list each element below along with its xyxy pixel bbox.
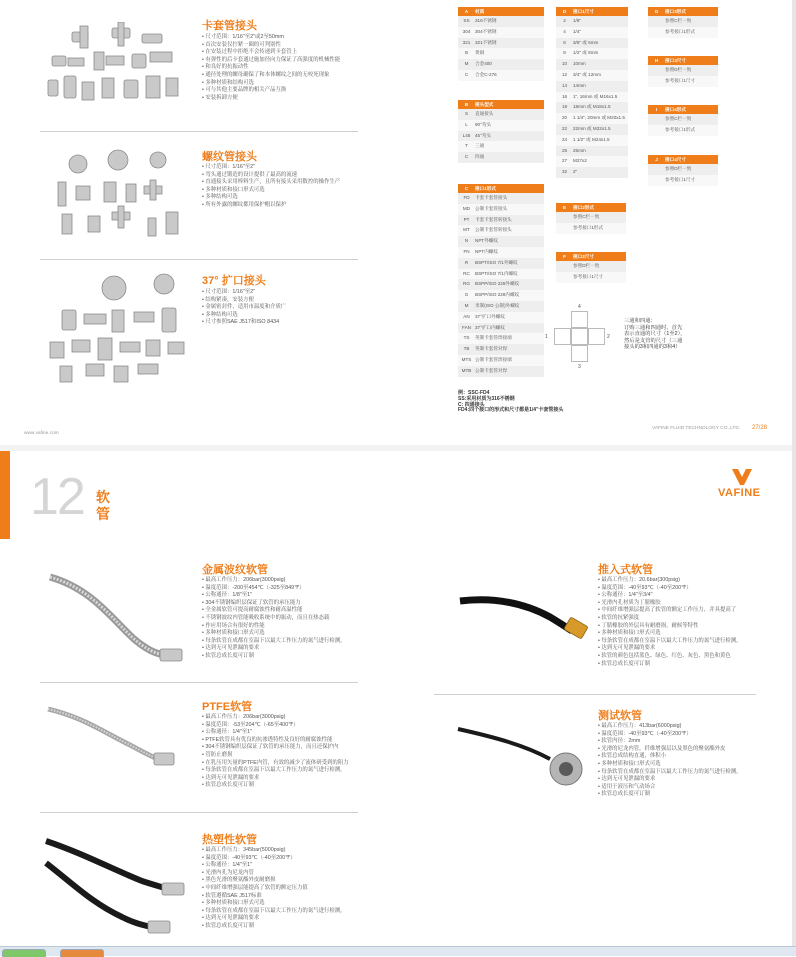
list-item: • 可与其他主要品牌的相关产品互换 — [202, 87, 340, 95]
list-item: • 光滑的尼龙内管，纤维增强层以及黑色的聚氨酯外皮 — [598, 746, 742, 754]
list-item: • 和良好的抗振动性 — [202, 64, 340, 72]
list-item: • 多种材质和接口形式可选 — [202, 187, 340, 195]
cross-label-2: 2 — [607, 334, 610, 340]
section-divider — [434, 694, 756, 695]
list-item: • 多种材质和接口形式可选 — [202, 900, 346, 908]
list-item: • 软管总成结构直通，体积小 — [598, 753, 742, 761]
list-item: • 304不锈钢编织层保证了软管的承压能力 — [202, 600, 346, 608]
section-title-test-hose: 测试软管 — [598, 710, 642, 722]
list-item: • 管防止磨损 — [202, 752, 349, 760]
list-item: • 软管总成长度可订制 — [598, 661, 742, 669]
list-item: • 在安装过程中拒绝不会传递到卡套管上 — [202, 49, 340, 57]
list-item: • 达到无可见泄漏的要求 — [202, 775, 349, 783]
table-d-end1-size: D 接口1尺寸 2 1/8" 4 1/4" 6 3/8" 或 6mm 8 1/2" 或 8mm 10 10mm 12 3/4" 或 12mm 14 14mm 16 1", 16mm 或 M16x1.5 18 18mm 或 M18x1.5 20 1 1/4", 20mm 或 M20x1.5 22 22mm 或 M22x1.5 24 1 1/2" 或 M24x1.5 25 25mm 27 M27x2 32 2" — [556, 7, 628, 178]
threaded-fittings-image — [48, 146, 188, 242]
bullet-list-ptfe-hose — [202, 714, 349, 790]
list-item: • 每条软管在成都在室温下以最大工作压力的氮气进行检测， — [202, 767, 349, 775]
ordering-example: 例：SSC-FD4 SS:采用材质为316不锈钢 C: 四通接头 FD4:四个接口的形式和尺寸都是1/4"卡套管接头 — [458, 390, 564, 414]
ptfe-hose-image — [48, 709, 174, 765]
list-item: • 作应用场合有很好的性能 — [202, 623, 346, 631]
list-item: • 每条软管在成都在室温下以最大工作压力的氮气进行检测， — [202, 638, 346, 646]
list-item: • 适用于液压和气动场合 — [598, 784, 742, 792]
compression-fittings-image — [42, 22, 192, 112]
list-item: • 多种结构可选 — [202, 194, 340, 202]
table-j-end4-size: J 接口4尺寸 参照D栏一致 参考接口1尺寸 — [648, 155, 718, 186]
list-item: • 软管内径：2mm — [598, 738, 742, 746]
cross-port-1 — [554, 328, 571, 345]
flare-fittings-image — [42, 270, 192, 388]
list-item: • 尺寸范围：1/16"至2" — [202, 164, 340, 172]
list-item: • 光滑内孔为尼龙内管 — [202, 870, 346, 878]
section-title-ptfe-hose: PTFE软管 — [202, 701, 253, 713]
list-item: • 软管遵循SAE J517标准 — [202, 893, 346, 901]
table-a-material: A 材质 SS 316不锈钢 304 304不锈钢 321 321不锈钢 B 黄铜 M 合金400 C 合金C-276 — [458, 7, 544, 81]
list-item: • 尺寸范围：1/16"至2" — [202, 289, 286, 297]
list-item: • 最高工作压力：206bar(3000psig) — [202, 714, 349, 722]
table-c-end1-type: C 接口1形式 FD 卡套卡套管接头 MD 公制卡套管接头 PT 卡套卡套管转接头 MT 公制卡套管转接头 N NPT外螺纹 FN NPT内螺纹 R BSPT/ISO 7/1外螺纹 RC BSPT/ISO 7/1内螺纹 RG BSPP/ISO 228外螺纹 G BSPP/ISO 228内螺纹 M 米制(ISO 公制)外螺纹 AN 37°扩口外螺纹 FAN 37°扩口内螺纹 TS 英制卡套管焊接端 TB 英制卡套管对焊 MTS 公制卡套管焊接端 MTB 公制卡套管对焊 — [458, 184, 544, 377]
list-item: • 达到无可见泄漏的要求 — [598, 776, 742, 784]
list-item: • 温度范围：-40至93℃（-40至200℉） — [598, 731, 742, 739]
list-item: • 软管的抗紧强度 — [598, 615, 742, 623]
list-item: • 有弹性的后卡套通过施加径向力保证了高强度的机械性能 — [202, 57, 340, 65]
list-item: • 金属密封件，适用市温度和介质广 — [202, 304, 286, 312]
cross-label-1: 1 — [545, 334, 548, 340]
metal-hose-image — [42, 569, 188, 665]
cross-center — [571, 328, 588, 345]
taskbar — [0, 946, 796, 956]
bullet-list-flare — [202, 289, 286, 327]
list-item: • 多种材质和接口形式可选 — [598, 761, 742, 769]
footer-website: www.vafine.com — [24, 431, 59, 436]
list-item: • 弯头通过锻造的设计提供了最高的流速 — [202, 172, 340, 180]
list-item: • 最高工作压力：20.6bar(300psig) — [598, 577, 742, 585]
list-item: • 公称通径：1/4"至1" — [202, 862, 346, 870]
list-item: • 安装拆卸方便 — [202, 95, 340, 103]
list-item: • 尺寸范围：1/16"至2"或2至50mm — [202, 34, 340, 42]
list-item: • 每条软管在成都在室温下以最大工作压力的氮气进行检测， — [598, 769, 742, 777]
list-item: • 软管总成长度可订制 — [598, 791, 742, 799]
section-divider — [40, 682, 358, 683]
table-g-end3-type: G 接口3形式 参照C栏一致 参考接口1形式 — [648, 7, 718, 38]
section-title-thermoplastic-hose: 热塑性软管 — [202, 834, 257, 846]
section-title-flare: 37° 扩口接头 — [202, 275, 266, 287]
table-f-end2-size: F 接口2尺寸 参照D栏一致 参考接口1尺寸 — [556, 252, 626, 283]
list-item: • 中间纤维增强层能提高了软管的额定压力值 — [202, 885, 346, 893]
list-item: • 多种材质和接口形式可选 — [598, 630, 742, 638]
list-item: • 所有外露的螺纹都用保护帽以保护 — [202, 202, 340, 210]
list-item: • 丁腈橡胶的外层具有耐磨损，耐候等特性 — [598, 623, 742, 631]
list-item: • 达到无可见泄漏的要求 — [202, 915, 346, 923]
list-item: • 尺寸参照SAE J517和ISO 8434 — [202, 319, 286, 327]
page-number: 27/28 — [752, 425, 768, 431]
list-item: • 光滑内孔材质为丁腈橡胶 — [598, 600, 742, 608]
bullet-list-threaded — [202, 164, 340, 210]
section-divider — [40, 812, 358, 813]
vafine-logo-icon — [730, 467, 754, 487]
cross-port-2 — [588, 328, 605, 345]
push-on-hose-image — [460, 600, 588, 639]
list-item: • 结构紧凑，安装方便 — [202, 297, 286, 305]
list-item: • 最高工作压力：206bar(3000psig) — [202, 577, 346, 585]
chapter-title: 软 管 — [96, 489, 110, 522]
list-item: • 软管总成长度可订制 — [202, 782, 349, 790]
thermoplastic-hose-image — [46, 841, 184, 933]
list-item: • 304不锈钢编织层保证了软管的承压能力，而且还保护内 — [202, 744, 349, 752]
bullet-list-compression — [202, 34, 340, 102]
page-28 — [0, 451, 792, 946]
test-hose-image — [458, 729, 582, 785]
table-e-end2-type: E 接口2形式 参照C栏一致 参考接口1形式 — [556, 203, 626, 234]
section-title-compression: 卡套管接头 — [202, 20, 257, 32]
list-item: • 公称通径：1/4"至3/4" — [598, 592, 742, 600]
section-title-push-on-hose: 推入式软管 — [598, 564, 653, 576]
list-item: • 达到无可见泄漏的要求 — [598, 645, 742, 653]
table-h-end3-size: H 接口3尺寸 参照D栏一致 参考接口1尺寸 — [648, 56, 718, 87]
list-item: • 软管总成长度可订制 — [202, 923, 346, 931]
list-item: • 达到无可见泄漏的要求 — [202, 645, 346, 653]
list-item: • 中间纤维增强层提高了软管的额定工作压力，并具提高了 — [598, 607, 742, 615]
footer-company: VAFINE FLUID TECHNOLOGY CO.,LTD. — [652, 426, 741, 431]
list-item: • 最高工作压力：413bar(6000psig) — [598, 723, 742, 731]
bullet-list-test-hose — [598, 723, 742, 799]
list-item: • 首次安装仅拧紧一圈的可判别性 — [202, 42, 340, 50]
chapter-accent-bar — [0, 451, 10, 539]
cross-port-3 — [571, 345, 588, 362]
table-i-end4-type: I 接口4形式 参照C栏一致 参考接口1形式 — [648, 105, 718, 136]
list-item: • 公称通径：1/8"至1" — [202, 592, 346, 600]
cross-note: 三通和四通： 订购三通和四通时，首先 表示直通的尺寸（1至2）， 然后是支管的尺寸（三通 接头的3和四通的3和4） — [624, 318, 686, 351]
list-item: • 公称通径：1/4"至1" — [202, 729, 349, 737]
list-item: • 多种材质和结构可选 — [202, 80, 340, 88]
cross-label-3: 3 — [578, 364, 581, 370]
list-item: • 不锈钢波纹内管能吸收系统中的振动，而且在热态载 — [202, 615, 346, 623]
bullet-list-thermoplastic-hose — [202, 847, 346, 931]
bullet-list-metal-hose — [202, 577, 346, 661]
chapter-number: 12 — [30, 468, 84, 526]
list-item: • 黑色光滑的聚氨酯外皮耐磨损 — [202, 877, 346, 885]
list-item: • 在乳压用矢量的PTFE内管，有效的减少了流体研受到的阻力 — [202, 760, 349, 768]
section-title-threaded: 螺纹管接头 — [202, 151, 257, 163]
cross-port-4 — [571, 311, 588, 328]
list-item: • 多种结构可选 — [202, 312, 286, 320]
list-item: • 直通接头采用棒料生产，且所有接头采用数控的操作生产 — [202, 179, 340, 187]
list-item: • 通径处理的螺母确保了和本体螺纹之间的无咬死现象 — [202, 72, 340, 80]
cross-label-4: 4 — [578, 304, 581, 310]
brand-name: VAFINE — [718, 487, 761, 499]
list-item: • 软管的颜色包括蓝色、绿色、红色、灰色、黑色和黄色 — [598, 653, 742, 661]
section-divider — [40, 259, 358, 260]
list-item: • 温度范围：-40至93℃（-40至200℉） — [598, 585, 742, 593]
bullet-list-push-on-hose — [598, 577, 742, 668]
list-item: • 每条软管在成都在室温下以最大工作压力的氮气进行检测， — [202, 908, 346, 916]
vertical-scrollbar[interactable] — [792, 0, 796, 946]
list-item: • 每条软管在成都在室温下以最大工作压力的氮气进行检测， — [598, 638, 742, 646]
list-item: • 温度范围：-53至204℃（-65至400℉） — [202, 722, 349, 730]
list-item: • 全金属软管可提高耐腐蚀性和耐高温性能 — [202, 607, 346, 615]
list-item: • 多种材质和接口形式可选 — [202, 630, 346, 638]
section-divider — [40, 131, 358, 132]
table-b-fitting-type: B 接头型式 S 直通接头 L 90°弯头 L45 45°弯头 T 三通 C 四通 — [458, 100, 544, 163]
page-27 — [0, 0, 792, 445]
list-item: • PTFE软管具有优良的抗渗透特性及良好的耐腐蚀性能 — [202, 737, 349, 745]
section-title-metal-hose: 金属波纹软管 — [202, 564, 268, 576]
list-item: • 温度范围：-40至93℃（-40至200℉） — [202, 855, 346, 863]
list-item: • 温度范围：-200至454℃（-325至849℉） — [202, 585, 346, 593]
list-item: • 软管总成长度可订制 — [202, 653, 346, 661]
list-item: • 最高工作压力：345bar(5000psig) — [202, 847, 346, 855]
